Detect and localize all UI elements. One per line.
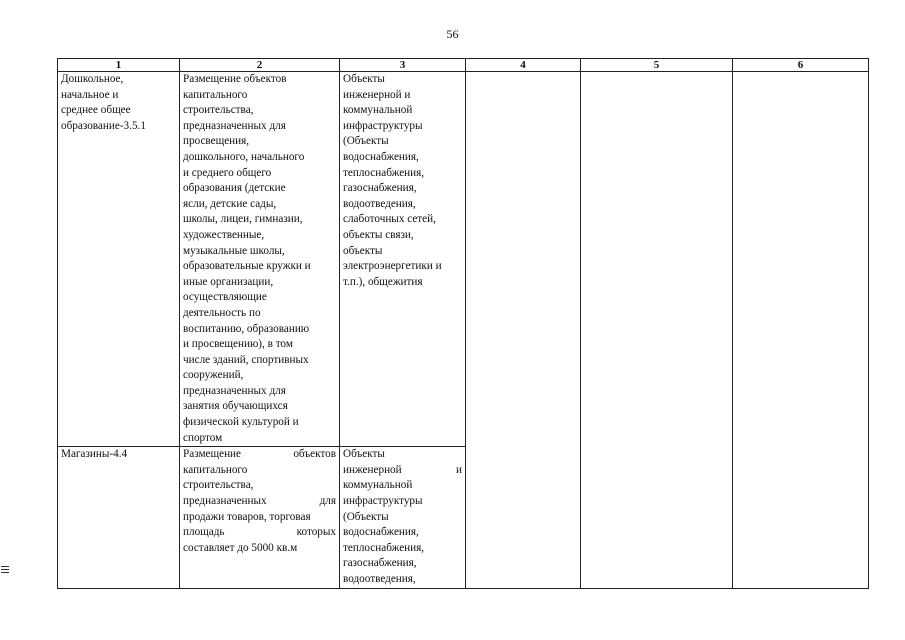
description-line: составляет до 5000 кв.м xyxy=(183,541,298,554)
description-text: Размещение объектов капитального строительства, предназначенных для просвещения, дошкольного, начального и среднего общего образования (детские ясли, детские сады, школы, лицеи, гимназии, художественные, музыкальные школы, образовательные кружки и иные организации, осуществляющие деятельность по воспитанию, образованию и просвещению), в том числе зданий, спортивных сооружений, предназначенных для занятия обучающихся физической культурой и спортом xyxy=(183,73,311,444)
land-use-table xyxy=(57,58,869,589)
auxiliary-use-line: инженерной и xyxy=(343,463,462,476)
column-5-cell xyxy=(581,72,733,589)
column-header-5: 5 xyxy=(581,59,733,72)
header-row xyxy=(58,59,869,72)
description-line: предназначенных для xyxy=(183,495,336,508)
auxiliary-use-cell xyxy=(340,72,466,447)
land-use-type-cell xyxy=(58,447,180,588)
auxiliary-use-cell xyxy=(340,447,466,588)
auxiliary-use-line: инфраструктуры xyxy=(343,495,423,508)
auxiliary-use-line: газоснабжения, xyxy=(343,557,417,570)
column-header-3: 3 xyxy=(340,59,466,72)
table-row xyxy=(58,72,869,447)
auxiliary-use-line: водоснабжения, xyxy=(343,526,419,539)
auxiliary-use-line: Объекты xyxy=(343,448,385,461)
description-line: продажи товаров, торговая xyxy=(183,510,311,523)
description-line: Размещение объектов xyxy=(183,448,336,461)
land-use-type-cell xyxy=(58,72,180,447)
land-use-type-text: Магазины-4.4 xyxy=(61,448,128,461)
margin-mark xyxy=(1,566,9,575)
description-line: строительства, xyxy=(183,479,254,492)
auxiliary-use-line: теплоснабжения, xyxy=(343,541,425,554)
column-header-6: 6 xyxy=(733,59,869,72)
description-cell xyxy=(180,72,340,447)
auxiliary-use-line: (Объекты xyxy=(343,510,389,523)
description-line: площадь которых xyxy=(183,526,336,539)
column-6-cell xyxy=(733,72,869,589)
auxiliary-use-line: водоотведения, xyxy=(343,573,416,585)
auxiliary-use-line: коммунальной xyxy=(343,479,413,492)
page-number: 56 xyxy=(446,27,459,41)
description-line: капитального xyxy=(183,463,248,476)
column-header-4: 4 xyxy=(466,59,581,72)
description-cell xyxy=(180,447,340,588)
auxiliary-use-text: Объекты инженерной и коммунальной инфраструктуры (Объекты водоснабжения, теплоснабжения, газоснабжения, водоотведения, слаботочных сетей, объекты связи, объекты электроэнергетики и т.п.), общежития xyxy=(343,73,442,288)
column-4-cell xyxy=(466,72,581,589)
land-use-type-text: Дошкольное, начальное и среднее общее образование-3.5.1 xyxy=(61,73,146,132)
column-header-2: 2 xyxy=(180,59,340,72)
column-header-1: 1 xyxy=(58,59,180,72)
